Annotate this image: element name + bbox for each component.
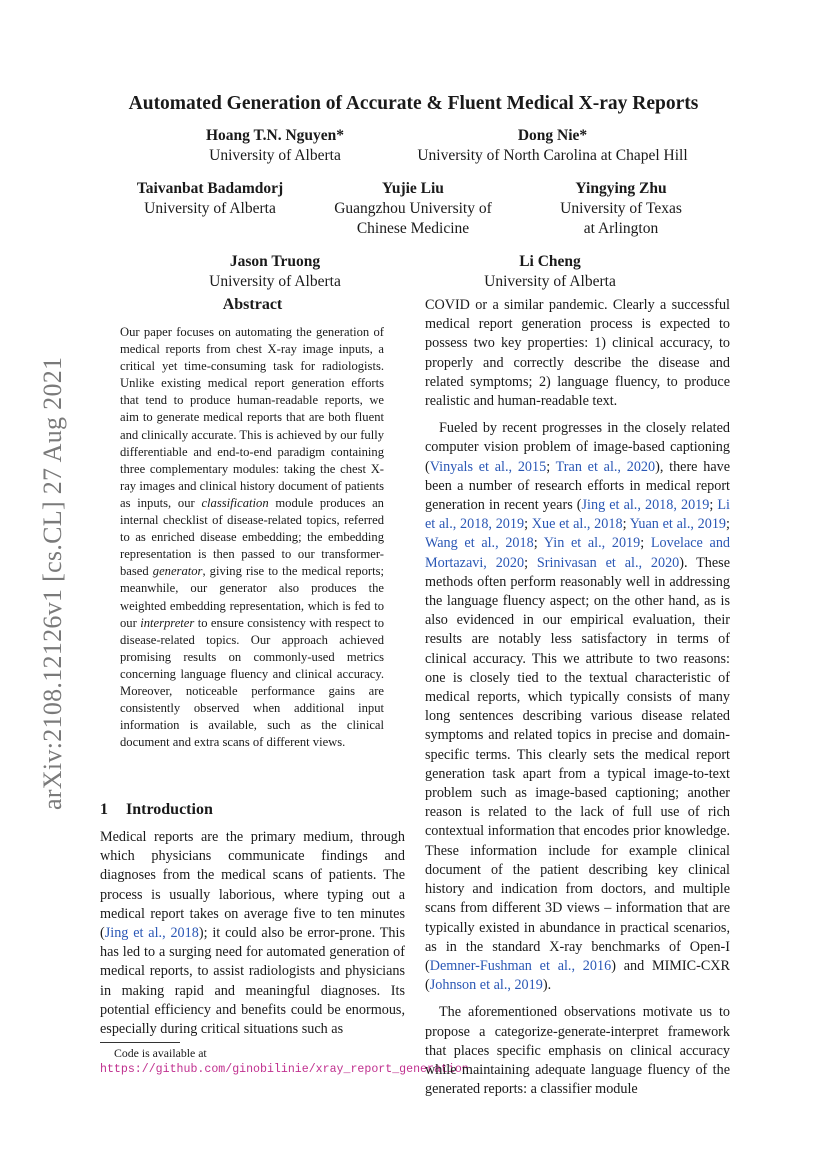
- author-affiliation: University of Alberta: [209, 147, 341, 164]
- paragraph-text: ); it could also be error-prone. This has led to a surging need for automated generation of medical reports, to assist radiologists and physicians in making rapid and meaningful diagnoses. Its potential efficiency and benefits could be enormous, especially during critical situations such as: [100, 925, 405, 1038]
- citation-link[interactable]: Johnson et al., 2019: [429, 977, 543, 994]
- author-block: [110, 179, 310, 219]
- citation-link[interactable]: Yuan et al., 2019: [629, 516, 727, 533]
- paragraph: [425, 419, 730, 995]
- paragraph-text: ) and MIMIC-CXR (: [425, 957, 730, 994]
- paper-title: Automated Generation of Accurate & Fluent Medical X-ray Reports: [128, 93, 699, 114]
- citation-link[interactable]: Lovelace and Mortazavi, 2020: [425, 535, 731, 571]
- author-block: [175, 252, 375, 292]
- paragraph-text: ).: [542, 977, 552, 994]
- abstract-text: module produces an internal checklist of disease-related topics, referred to as enriched disease embedding; the embedding representation is then passed to our transformer-based: [120, 495, 384, 579]
- code-url-link[interactable]: https://github.com/ginobilinie/xray_report_generation: [100, 1063, 469, 1076]
- abstract-text: to ensure consistency with respect to disease-related topics. Our approach achieved promising results on commonly-used metrics concerning language fluency and clinical accuracy. Moreover, noticeable performance gains are consistently observed when additional input information is available, such as the clinical document and extra scans of different views.: [120, 615, 385, 750]
- paragraph-text: ;: [524, 554, 537, 571]
- citation-link[interactable]: Jing et al., 2018, 2019: [581, 497, 710, 514]
- citation-link[interactable]: Vinyals et al., 2015: [429, 458, 547, 475]
- paragraph-text: ;: [726, 516, 730, 533]
- abstract-text: , giving rise to the medical reports; meanwhile, our generator also produces the weighted embedding representation, which is fed to our: [120, 564, 384, 630]
- abstract-emphasis: classification: [201, 495, 269, 510]
- citation-link[interactable]: Tran et al., 2020: [555, 458, 656, 475]
- paragraph-text: ;: [622, 516, 630, 533]
- author-block: [450, 252, 650, 292]
- abstract-body: [120, 324, 384, 751]
- footnote-label: Code is available at: [114, 1046, 207, 1060]
- paragraph: [100, 828, 405, 1039]
- author-name: Dong Nie*: [517, 127, 588, 144]
- paragraph: The aforementioned observations motivate us to propose a categorize-generate-interpret framework that places specific emphasis on clinical accuracy while maintaining adequate language fluency of the generated reports: a classifier module: [425, 1004, 730, 1098]
- author-name: Yujie Liu: [382, 180, 444, 197]
- footnote-rule: [100, 1042, 180, 1043]
- author-name: Li Cheng: [519, 253, 581, 270]
- section-number: 1: [100, 801, 108, 818]
- citation-link[interactable]: Xue et al., 2018: [531, 516, 623, 533]
- paragraph-text: Fueled by recent progresses in the closely related computer vision problem of image-based captioning (: [425, 420, 730, 475]
- author-affiliation: University of Texas: [560, 200, 682, 217]
- paragraph-text: ;: [709, 497, 718, 514]
- paragraph: COVID or a similar pandemic. Clearly a successful medical report generation process is expected to possess two key properties: 1) clinical accuracy, to properly and correctly describe the disease and related symptoms; 2) language fluency, to produce realistic and human-readable text.: [425, 297, 730, 410]
- author-block: [395, 126, 710, 166]
- author-affiliation: at Arlington: [583, 220, 659, 237]
- citation-link[interactable]: Yin et al., 2019: [543, 535, 641, 552]
- author-name: Taivanbat Badamdorj: [136, 180, 284, 197]
- citation-link[interactable]: Demner-Fushman et al., 2016: [429, 957, 612, 974]
- author-name: Jason Truong: [229, 253, 321, 270]
- citation-link[interactable]: Jing et al., 2018: [104, 925, 199, 942]
- paragraph-text: ;: [524, 516, 532, 533]
- abstract-heading: Abstract: [222, 296, 283, 313]
- abstract-text: Our paper focuses on automating the generation of medical reports from chest X-ray image inputs, a critical yet time-consuming task for radiologists. Unlike existing medical report generation efforts that tend to produce human-readable reports, we aim to generate medical reports that are both fluent and clinically accurate. This is achieved by our fully differentiable and end-to-end paradigm containing three complementary modules: taking the chest X-ray images and clinical history document of patients as inputs, our: [120, 325, 384, 510]
- citation-link[interactable]: Li et al., 2018, 2019: [425, 497, 730, 533]
- author-affiliation: Guangzhou University of: [334, 200, 492, 217]
- section-title: Introduction: [126, 801, 213, 818]
- intro-column: [100, 828, 405, 1039]
- arxiv-identifier: arXiv:2108.12126v1 [cs.CL] 27 Aug 2021: [38, 356, 67, 810]
- right-column: [425, 296, 730, 1099]
- author-name: Yingying Zhu: [575, 180, 667, 197]
- abstract-emphasis: interpreter: [140, 615, 195, 630]
- author-block: [313, 179, 513, 239]
- author-affiliation: University of Alberta: [144, 200, 276, 217]
- footnote: [100, 1046, 469, 1077]
- paragraph-text: Medical reports are the primary medium, through which physicians communicate findings and diagnoses from the medical scans of patients. The process is usually laborious, where typing out a medical report takes on average five to ten minutes (: [100, 829, 405, 942]
- section-heading: [100, 801, 213, 819]
- paragraph-text: ). These methods often perform reasonably well in addressing the language fluency aspect; on the other hand, as is also evidenced in our empirical evaluation, their results are notably less satisfactory in terms of clinical accuracy. This we attribute to two reasons: one is closely tied to the textual characteristic of medical reports, which typically consists of many long sentences describing various disease related symptoms and related topics in precise and domain-specific terms. This clearly sets the medical report generation task apart from a typical image-to-text problem such as image-based captioning; another reason is related to the lack of full use of rich contextual information that encodes prior knowledge. These information include for example clinical document of the patient describing key clinical history and indication from doctors, and multiple scans from different 3D views – information that are typically existed in abundance in practical scenarios, as in the standard X-ray benchmarks of Open-I (: [425, 554, 731, 974]
- author-block: [175, 126, 375, 166]
- author-affiliation: University of Alberta: [209, 273, 341, 290]
- paragraph-text: ;: [533, 535, 544, 552]
- author-affiliation: University of North Carolina at Chapel Hill: [417, 147, 688, 164]
- citation-link[interactable]: Srinivasan et al., 2020: [536, 554, 680, 571]
- author-affiliation: Chinese Medicine: [356, 220, 470, 237]
- author-affiliation: University of Alberta: [484, 273, 616, 290]
- abstract-emphasis: generator: [152, 564, 203, 579]
- author-name: Hoang T.N. Nguyen*: [205, 127, 345, 144]
- paragraph-text: ;: [546, 458, 556, 475]
- paragraph-text: ), there have been a number of research efforts in medical report generation in recent years (: [425, 458, 731, 514]
- author-block: [521, 179, 721, 239]
- citation-link[interactable]: Wang et al., 2018: [425, 535, 534, 552]
- paragraph-text: ;: [640, 535, 651, 552]
